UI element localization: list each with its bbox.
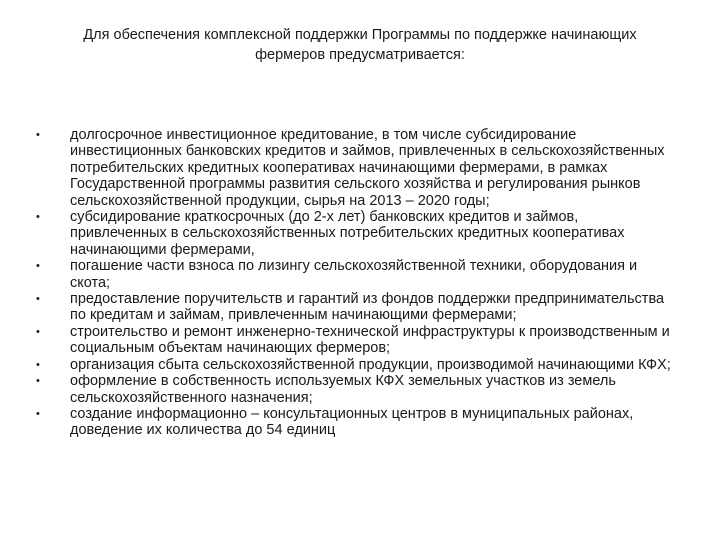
list-item-text: предоставление поручительств и гарантий из фондов поддержки предпринимательства по кредитам и займам, привлеченным начинающими фермерами; [70,291,665,324]
list-item-text: погашение части взноса по лизингу сельскохозяйственной техники, оборудования и скота; [70,258,638,291]
bullet-icon: • [36,358,40,371]
list-item [36,291,676,324]
list-item-text: создание информационно – консультационных центров в муниципальных районах, доведение их количества до 54 единиц [70,405,634,439]
slide-heading [40,25,680,65]
list-item-text: организация сбыта сельскохозяйственной продукции, производимой начинающими КФХ; [70,356,671,373]
list-item-text: субсидирование краткосрочных (до 2-х лет) банковских кредитов и займов, привлеченных в сельскохозяйственных потребительских кредитных кооперативах начинающими фермерами, [70,209,625,258]
list-item-text: долгосрочное инвестиционное кредитование, в том числе субсидирование инвестиционных банковских кредитов и займов, привлеченных в сельскохозяйственных потребительских кредитных кооперативах начинающими фермерами, в рамках Государственной программы развития сельского хозяйства и регулирования рынков сельскохозяйственной продукции, сырья на 2013 – 2020 годы; [70,127,665,209]
bullet-icon: • [36,407,40,420]
heading-line-1: Для обеспечения комплексной поддержки Программы по поддержке начинающих [83,27,637,43]
list-item-text: строительство и ремонт инженерно-технической инфраструктуры к производственным и социальным объектам начинающих фермеров; [70,323,670,357]
heading-line-2: фермеров предусматривается: [255,47,465,63]
list-item [36,324,676,357]
list-item [36,406,676,439]
list-item [36,258,676,291]
bullet-icon: • [36,129,40,141]
list-item [36,209,676,258]
list-item [36,127,676,209]
list-item-text: оформление в собственность используемых КФХ земельных участков из земель сельскохозяйственного назначения; [70,373,616,406]
list-item [36,373,676,406]
bullet-icon: • [36,260,40,273]
bullet-icon: • [36,375,40,388]
bullet-icon: • [36,325,40,338]
bullet-icon: • [36,211,40,224]
list-item [36,357,676,373]
bullet-icon: • [36,293,40,306]
bullet-list [36,127,676,439]
